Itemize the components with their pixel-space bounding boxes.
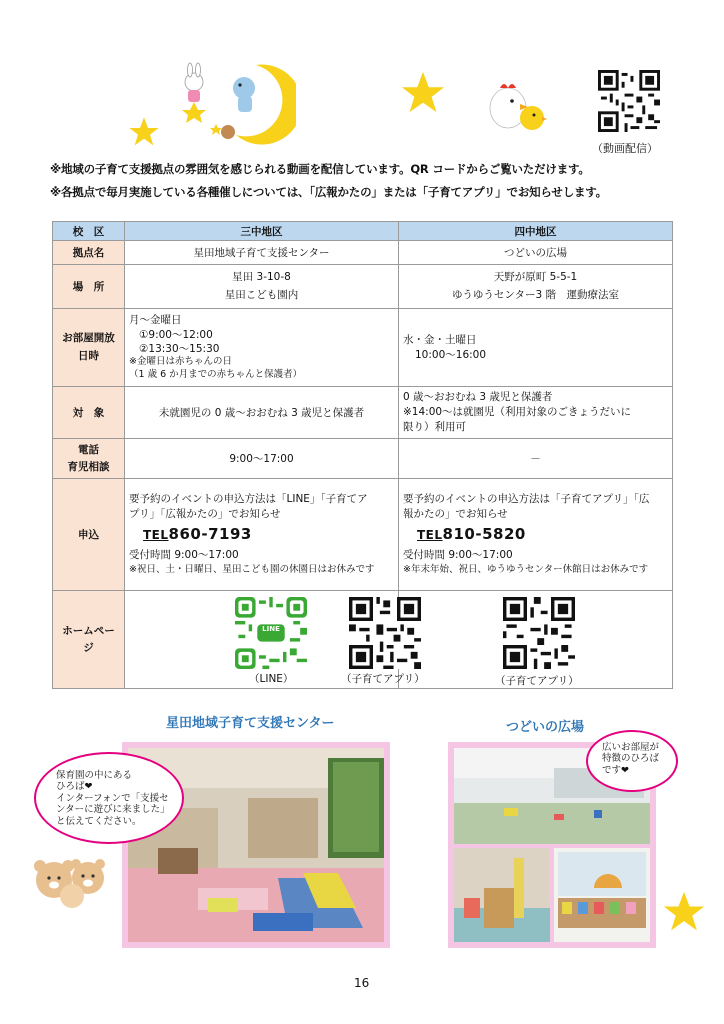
label-open-hours-2: 日時 — [78, 349, 99, 362]
closed-note-a: ※祝日、土・日曜日、星田こども園の休園日はお休みです — [129, 564, 375, 576]
place-a — [125, 265, 399, 309]
page-number: 16 — [354, 976, 370, 990]
notice-video: ※地域の子育て支援拠点の雰囲気を感じられる動画を配信しています。QR コードからご覧いただけます。 — [50, 162, 590, 176]
label-phone-1: 電話 — [78, 443, 99, 456]
homepage-a — [125, 591, 425, 689]
tel-prefix-a: TEL — [143, 528, 169, 543]
address-a: 星田 3-10-8 — [232, 270, 291, 283]
header-school-district: 校 区 — [53, 222, 125, 241]
target-b-2: ※14:00～は就園児（利用対象のごきょうだいに — [403, 405, 632, 418]
label-open-hours-1: お部屋開放 — [62, 331, 115, 344]
address-b: 天野が原町 5-5-1 — [493, 270, 578, 283]
target-b-3: 限り）利用可 — [403, 421, 466, 434]
notice-events: ※各拠点で毎月実施している各種催しについては、「広報かたの」または「子育てアプリ」でお知らせします。 — [50, 185, 607, 199]
facility-info-table — [52, 221, 673, 689]
apply-a-1: 要予約のイベントの申込方法は「LINE」「子育てア — [129, 492, 368, 505]
open-hours-a — [125, 309, 399, 387]
caption-app-a: （子育てアプリ） — [341, 673, 425, 685]
caption-line: （LINE） — [249, 673, 294, 685]
bubble-b-line-2: 特徴のひろば — [602, 753, 660, 765]
bubble-b-line-1: 広いお部屋が — [602, 742, 660, 753]
label-homepage-2: ジ — [83, 641, 94, 654]
header-district-a: 三中地区 — [125, 222, 399, 241]
target-a: 未就園児の 0 歳～おおむね 3 歳児と保護者 — [125, 387, 399, 439]
label-target: 対 象 — [53, 387, 125, 439]
place-b — [399, 265, 673, 309]
photo-tsudoi-toys — [454, 848, 550, 942]
label-apply: 申込 — [53, 479, 125, 591]
label-facility-name: 拠点名 — [53, 241, 125, 265]
star-icon — [400, 70, 446, 116]
star-icon — [662, 890, 706, 934]
label-place: 場 所 — [53, 265, 125, 309]
tel-number-b: 810-5820 — [442, 525, 526, 544]
star-icon — [128, 116, 160, 148]
qr-code-video[interactable] — [598, 70, 660, 132]
line-logo-text: LINE — [262, 625, 280, 633]
title-hoshida-center: 星田地域子育て支援センター — [166, 716, 335, 731]
title-tsudoi: つどいの広場 — [506, 720, 585, 735]
days-b: 水・金・土曜日 — [403, 333, 477, 346]
session-1-a: ①9:00～12:00 — [139, 328, 213, 341]
facility-name-b: つどいの広場 — [399, 241, 673, 265]
tel-number-a: 860-7193 — [168, 525, 252, 544]
qr-caption-video: （動画配信） — [592, 142, 658, 155]
apply-b-1: 要予約のイベントの申込方法は「子育てアプリ」「広 — [403, 492, 650, 505]
bubble-a-line-3: インターフォンで「支援セ — [56, 792, 169, 804]
label-homepage-1: ホームペー — [62, 624, 115, 637]
caption-app-b: （子育てアプリ） — [495, 675, 579, 687]
phone-hours-a: 9:00～17:00 — [125, 439, 399, 479]
baby-day-detail: （1 歳 6 か月までの赤ちゃんと保護者） — [129, 368, 303, 380]
label-phone-2: 育児相談 — [67, 460, 110, 473]
header-district-b: 四中地区 — [399, 222, 673, 241]
bear-illustration — [32, 850, 110, 914]
homepage-b — [399, 591, 673, 689]
open-hours-b — [399, 309, 673, 387]
session-2-a: ②13:30～15:30 — [139, 342, 220, 355]
label-homepage — [53, 591, 125, 689]
target-b — [399, 387, 673, 439]
bubble-b-line-3: です❤ — [602, 764, 629, 776]
apply-a — [125, 479, 399, 591]
moon-animals-illustration — [176, 60, 296, 150]
tel-prefix-b: TEL — [417, 528, 443, 543]
photo-tsudoi-shelf — [554, 848, 650, 942]
closed-note-b: ※年末年始、祝日、ゆうゆうセンター休館日はお休みです — [403, 564, 649, 576]
phone-number-a[interactable] — [143, 524, 252, 546]
qr-code-line[interactable] — [235, 597, 307, 669]
apply-b — [399, 479, 673, 591]
phone-hours-b: － — [399, 439, 673, 479]
reception-hours-b: 受付時間 9:00～17:00 — [403, 549, 513, 562]
speech-bubble-a — [34, 752, 184, 844]
reception-hours-a: 受付時間 9:00～17:00 — [129, 549, 239, 562]
speech-bubble-b — [586, 730, 678, 792]
apply-a-2: プリ」「広報かたの」でお知らせ — [129, 508, 281, 521]
bubble-a-line-1: 保育園の中にある — [56, 770, 133, 781]
building-b: ゆうゆうセンター3 階 運動療法室 — [451, 288, 620, 301]
apply-b-2: 報かたの」でお知らせ — [403, 508, 508, 521]
days-a: 月～金曜日 — [129, 314, 182, 327]
bubble-a-line-2: ひろば❤ — [56, 781, 93, 793]
building-a: 星田こども園内 — [224, 288, 299, 301]
phone-number-b[interactable] — [417, 524, 526, 546]
label-open-hours — [53, 309, 125, 387]
bubble-a-line-5: と伝えてください。 — [56, 815, 142, 827]
chicken-illustration — [486, 74, 548, 134]
baby-day-note: ※金曜日は赤ちゃんの日 — [129, 355, 232, 367]
qr-code-app-b[interactable] — [503, 597, 575, 669]
time-b: 10:00～16:00 — [415, 348, 487, 361]
label-phone — [53, 439, 125, 479]
facility-name-a: 星田地域子育て支援センター — [125, 241, 399, 265]
bubble-a-line-4: ンターに遊びに来ました」 — [56, 804, 170, 816]
target-b-1: 0 歳～おおむね 3 歳児と保護者 — [403, 390, 553, 403]
